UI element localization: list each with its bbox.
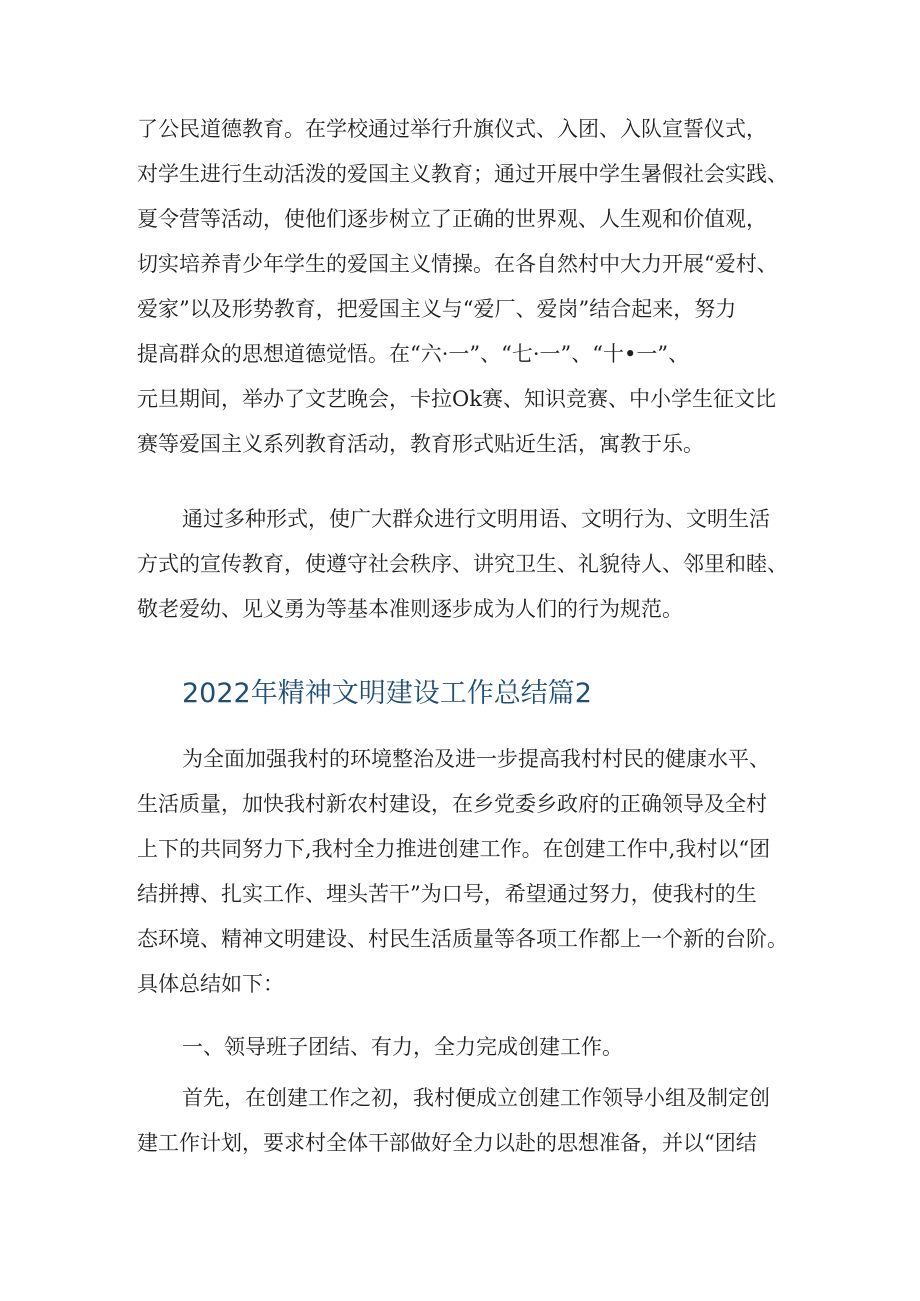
text-line: 提高群众的思想道德觉悟。在“六·一”、“七·一”、“十•一”、 [137,342,690,366]
text-line: 夏令营等活动，使他们逐步树立了正确的世界观、人生观和价值观， [137,207,767,231]
text-line: 生活质量，加快我村新农村建设，在乡党委乡政府的正确领导及全村 [137,792,767,816]
text-line: 通过多种形式，使广大群众进行文明用语、文明行为、文明生活 [182,507,770,531]
text-line: 建工作计划，要求村全体干部做好全力以赴的思想准备，并以“团结 [137,1131,757,1155]
text-line: 态环境、精神文明建设、村民生活质量等各项工作都上一个新的台阶。 [137,927,788,951]
text-line: 敬老爱幼、见义勇为等基本准则逐步成为人们的行为规范。 [137,597,683,621]
text-line: 首先，在创建工作之初，我村便成立创建工作领导小组及制定创 [182,1086,770,1110]
text-line: 对学生进行生动活泼的爱国主义教育；通过开展中学生暑假社会实践、 [137,162,788,186]
text-line: 赛等爱国主义系列教育活动，教育形式贴近生活，寓教于乐。 [137,432,704,456]
text-line: 了公民道德教育。在学校通过举行升旗仪式、入团、入队宣誓仪式， [137,117,767,141]
section-heading: 2022年精神文明建设工作总结篇2 [182,678,592,709]
text-line: 具体总结如下： [137,972,284,996]
text-line: 结拼搏、扎实工作、埋头苦干”为口号，希望通过努力，使我村的生 [137,882,757,906]
text-line: 切实培养青少年学生的爱国主义情操。在各自然村中大力开展“爱村、 [137,252,778,276]
text-line: 为全面加强我村的环境整治及进一步提高我村村民的健康水平、 [182,747,770,771]
text-line: 方式的宣传教育，使遵守社会秩序、讲究卫生、礼貌待人、邻里和睦、 [137,552,788,576]
text-line: 元旦期间，举办了文艺晚会，卡拉Ok赛、知识竞赛、中小学生征文比 [137,387,776,411]
text-line: 上下的共同努力下,我村全力推进创建工作。在创建工作中,我村以“团 [137,837,771,861]
text-line: 爱家”以及形势教育，把爱国主义与“爱厂、爱岗”结合起来，努力 [137,297,737,321]
subheading: 一、领导班子团结、有力，全力完成创建工作。 [182,1035,623,1059]
